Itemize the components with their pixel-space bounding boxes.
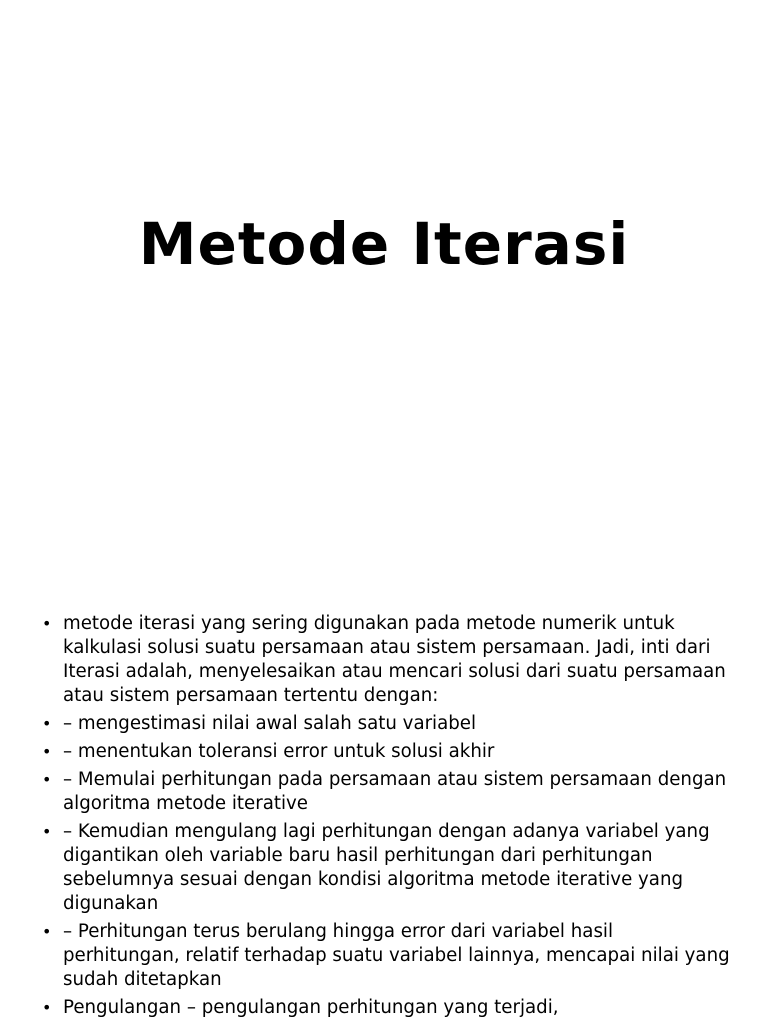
- slide-title: Metode Iterasi: [138, 210, 630, 278]
- list-item: [42, 740, 732, 764]
- bullet-icon: •: [42, 998, 52, 1017]
- list-item: [42, 768, 732, 816]
- bullet-text: metode iterasi yang sering digunakan pada metode numerik untuk kalkulasi solusi suatu persamaan atau sistem persamaan. Jadi, inti dari Iterasi adalah, menyelesaikan atau mencari solusi dari suatu persamaan atau sistem persamaan tertentu dengan:: [63, 613, 726, 706]
- bullet-icon: •: [42, 770, 52, 789]
- bullet-icon: •: [42, 614, 52, 633]
- bullet-text: Pengulangan – pengulangan perhitungan yang terjadi,: [63, 997, 559, 1018]
- bullet-text: – Kemudian mengulang lagi perhitungan dengan adanya variabel yang digantikan oleh variable baru hasil perhitungan dari perhitungan sebelumnya sesuai dengan kondisi algoritma metode iterative yang digunakan: [63, 821, 710, 914]
- bullet-icon: •: [42, 922, 52, 941]
- list-item: [42, 612, 732, 708]
- bullet-icon: •: [42, 822, 52, 841]
- bullet-list: [42, 612, 732, 1024]
- list-item: [42, 712, 732, 736]
- list-item: [42, 920, 732, 992]
- bullet-icon: •: [42, 742, 52, 761]
- bullet-text: – Memulai perhitungan pada persamaan atau sistem persamaan dengan algoritma metode iterative: [63, 769, 727, 814]
- bullet-text: – Perhitungan terus berulang hingga error dari variabel hasil perhitungan, relatif terhadap suatu variabel lainnya, mencapai nilai yang sudah ditetapkan: [63, 921, 730, 990]
- bullet-icon: •: [42, 714, 52, 733]
- bullet-text: – menentukan toleransi error untuk solusi akhir: [63, 741, 495, 762]
- bullet-text: – mengestimasi nilai awal salah satu variabel: [63, 713, 477, 734]
- list-item: [42, 996, 732, 1020]
- list-item: [42, 820, 732, 916]
